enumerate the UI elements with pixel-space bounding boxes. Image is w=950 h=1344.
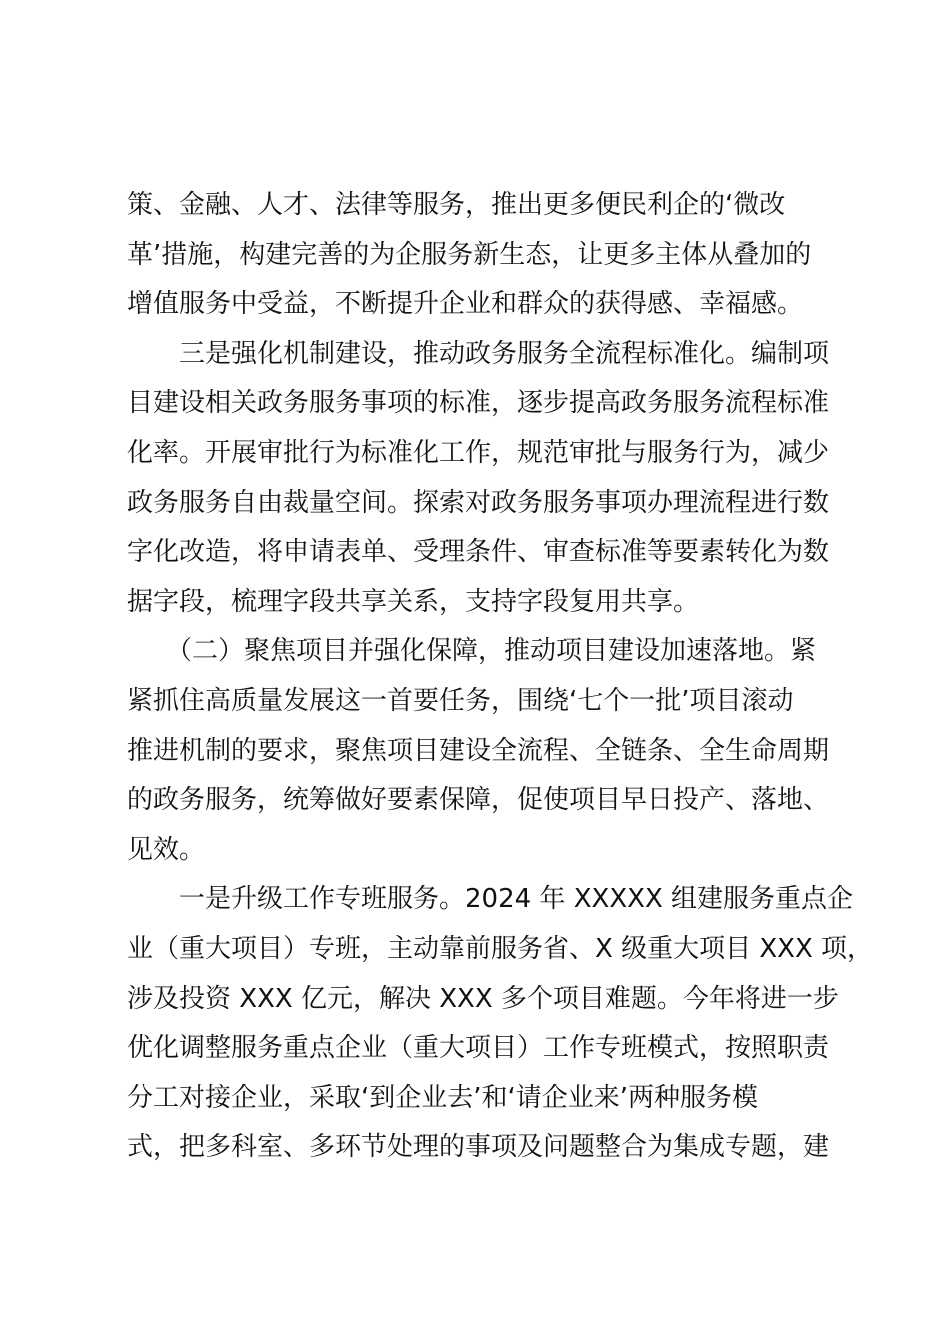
text-line: 见效。 [127, 834, 206, 865]
text-line: 字化改造，将申请表单、受理条件、审查标准等要素转化为数 [127, 537, 830, 568]
text-line: 增值服务中受益，不断提升企业和群众的获得感、幸福感。 [127, 289, 804, 320]
document-body [127, 181, 874, 1173]
text-line: 政务服务自由裁量空间。探索对政务服务事项办理流程进行数 [127, 487, 830, 518]
text-line: 目建设相关政务服务事项的标准，逐步提高政务服务流程标准 [127, 388, 830, 419]
text-line: 革’措施，构建完善的为企服务新生态，让更多主体从叠加的 [127, 239, 812, 270]
text-line: 策、金融、人才、法律等服务，推出更多便民利企的‘微改 [127, 190, 786, 220]
text-line: 优化调整服务重点企业（重大项目）工作专班模式，按照职责 [127, 1033, 830, 1064]
text-line: （二）聚焦项目并强化保障，推动项目建设加速落地。紧 [127, 636, 817, 667]
text-line: 分工对接企业，采取‘到企业去’和‘请企业来’两种服务模 [127, 1082, 759, 1113]
text-line: 推进机制的要求，聚焦项目建设全流程、全链条、全生命周期 [127, 735, 830, 766]
text-line: 三是强化机制建设，推动政务服务全流程标准化。编制项 [127, 338, 830, 369]
text-line: 据字段，梳理字段共享关系，支持字段复用共享。 [127, 586, 700, 617]
text-line: 式，把多科室、多环节处理的事项及问题整合为集成专题，建 [127, 1132, 830, 1163]
text-line: 化率。开展审批行为标准化工作，规范审批与服务行为，减少 [127, 437, 830, 468]
text-line: 紧抓住高质量发展这一首要任务，围绕‘七个一批’项目滚动 [127, 685, 794, 716]
text-line: 一是升级工作专班服务。2024 年 XXXXX 组建服务重点企 [127, 884, 854, 915]
text-line: 业（重大项目）专班，主动靠前服务省、X 级重大项目 XXX 项， [127, 933, 874, 964]
text-line: 的政务服务，统筹做好要素保障，促使项目早日投产、落地、 [127, 785, 830, 816]
text-line: 涉及投资 XXX 亿元，解决 XXX 多个项目难题。今年将进一步 [127, 983, 839, 1014]
